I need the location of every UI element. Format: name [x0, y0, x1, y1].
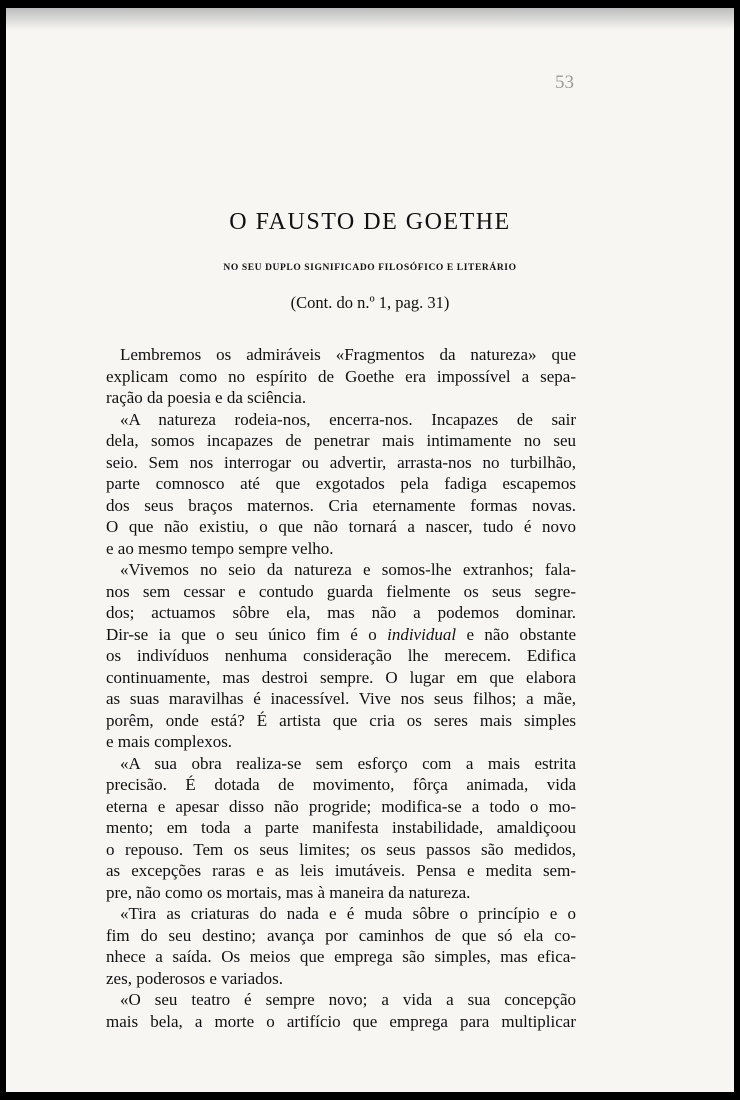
text-line: seio. Sem nos interrogar ou advertir, arrasta-nos no turbilhão,: [106, 452, 576, 472]
text-line: precisão. É dotada de movimento, fôrça animada, vida: [106, 775, 576, 794]
text-line: ração da poesia e da sciência.: [106, 388, 307, 407]
body-text: [106, 344, 576, 1032]
italic-word: individual: [387, 624, 457, 644]
text-line: mento; em toda a parte manifesta instabilidade, amaldiçoou: [106, 818, 576, 837]
text-line: «O seu teatro é sempre novo; a vida a sua concepção: [120, 990, 576, 1009]
text-line: o repouso. Tem os seus limites; os seus passos são medidos,: [106, 839, 576, 859]
continuation-note: (Cont. do n.º 1, pag. 31): [290, 293, 450, 312]
text-line: «A sua obra realiza-se sem esforço com a mais estrita: [120, 753, 576, 773]
scan-edge-shadow: [6, 8, 734, 30]
text-line: as suas maravilhas é inacessível. Vive nos seus filhos; a mãe,: [106, 689, 576, 708]
text-line: porêm, onde está? É artista que cria os seres mais simples: [106, 710, 576, 730]
article-title: O FAUSTO DE GOETHE: [229, 209, 511, 235]
text-line: O que não existiu, o que não tornará a nascer, tudo é novo: [106, 517, 576, 536]
text-line: «A natureza rodeia-nos, encerra-nos. Incapazes de sair: [120, 409, 576, 429]
text-line: dos; actuamos sôbre ela, mas não a podemos dominar.: [106, 603, 576, 622]
text-line: mais bela, a morte o artifício que emprega para multiplicar: [106, 1011, 576, 1031]
page-number: 53: [555, 72, 574, 93]
text-segment: Dir-se ia que o seu único fim é o: [106, 624, 388, 644]
text-line: Lembremos os admiráveis «Fragmentos da natureza» que: [120, 345, 576, 364]
text-line: parte comnosco até que exgotados pela fadiga escapemos: [106, 474, 576, 493]
text-line: nos sem cessar e contudo guarda fielmente os seus segre-: [106, 581, 576, 601]
text-segment: e não obstante: [456, 624, 576, 644]
text-line: fim do seu destino; avança por caminhos de que só ela co-: [106, 925, 576, 945]
text-line: explicam como no espírito de Goethe era impossível a sepa-: [106, 366, 576, 386]
text-line: pre, não como os mortais, mas à maneira da natureza.: [106, 882, 471, 902]
text-line: [106, 624, 576, 646]
text-line: continuamente, mas destroi sempre. O lugar em que elabora: [106, 667, 576, 687]
text-line: e ao mesmo tempo sempre velho.: [106, 538, 334, 558]
text-line: dos seus braços maternos. Cria eternamente formas novas.: [106, 495, 576, 515]
text-line: nhece a saída. Os meios que emprega são simples, mas efica-: [106, 947, 576, 966]
document-page: [6, 8, 734, 1092]
article-subtitle: NO SEU DUPLO SIGNIFICADO FILOSÓFICO E LITERÁRIO: [223, 263, 517, 273]
text-line: «Tira as criaturas do nada e é muda sôbre o princípio e o: [120, 904, 576, 923]
text-line: dela, somos incapazes de penetrar mais intimamente no seu: [106, 431, 576, 450]
text-line: eterna e apesar disso não progride; modifica-se a todo o mo-: [106, 796, 576, 816]
text-line: os indivíduos nenhuma consideração lhe merecem. Edifica: [106, 646, 576, 665]
text-line: zes, poderosos e variados.: [106, 968, 284, 988]
text-line: e mais complexos.: [106, 732, 233, 751]
text-line: «Vivemos no seio da natureza e somos-lhe extranhos; fala-: [120, 560, 576, 579]
text-line: as excepções raras e as leis imutáveis. Pensa e medita sem-: [106, 861, 576, 880]
